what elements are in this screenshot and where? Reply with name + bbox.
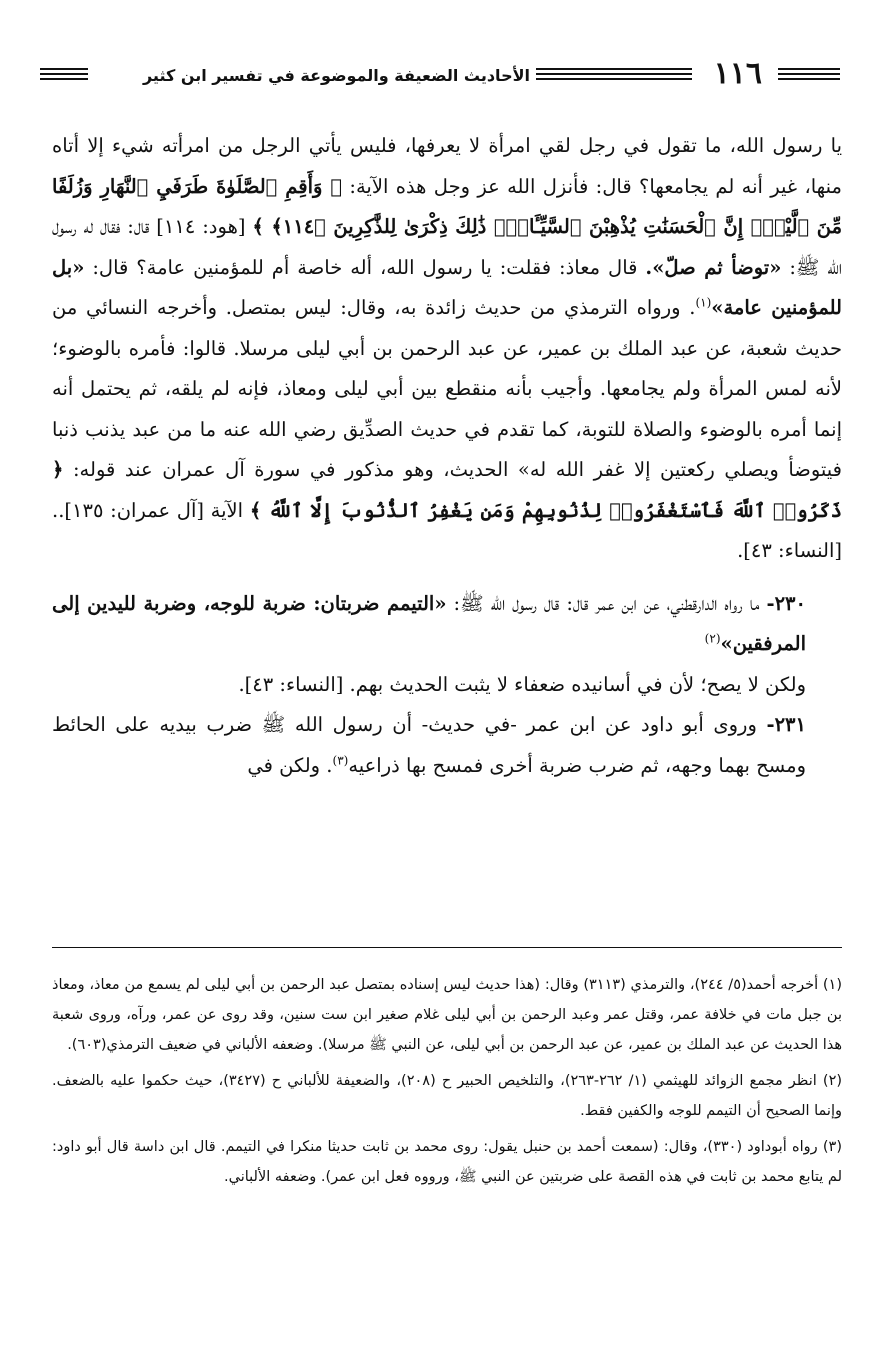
quran-verse: ﴿ وَأَقِمِ ٱلصَّلَوٰةَ طَرَفَيِ ٱلنَّهَارِ وَزُلَفًا مِّنَ ٱلَّيْلِۚ إِنَّ ٱلْحَسَنَٰتِ يُذْهِبْنَ ٱلسَّيِّـَٔاتِۚ ذَٰلِكَ ذِكْرَىٰ لِلذَّٰكِرِينَ ﴿١١٤﴾ ﴾ [52, 174, 843, 238]
hadith-entry-231: ٢٣١- وروى أبو داود عن ابن عمر -في حديث- أن رسول الله ﷺ ضرب بيديه على الحائط ومسح بهما وجهه، ثم ضرب ضربة أخرى فمسح بها ذراعيه$^{(٣)}$. ولكن في [52, 713, 806, 777]
paragraph: يا رسول الله، ما تقول في رجل لقي امرأة لا يعرفها، فليس يأتي الرجل من امرأته شيء إلا أتاه منها، غير أنه لم يجامعها؟ قال: فأنزل الله عز وجل هذه الآية: ﴿ وَأَقِمِ ٱلصَّلَوٰةَ طَرَفَيِ ٱلنَّهَارِ وَزُلَفًا مِّنَ ٱلَّيْلِۚ إِنَّ ٱلْحَسَنَٰتِ يُذْهِبْنَ ٱلسَّيِّـَٔاتِۚ ذَٰلِكَ ذِكْرَىٰ لِلذَّٰكِرِينَ ﴿١١٤﴾ ﴾ [هود: ١١٤] قال: فقال له رسول الله ﷺ: «توضأ ثم صلّ». قال معاذ: فقلت: يا رسول الله، أله خاصة أم للمؤمنين عامة؟ قال: «بل للمؤمنين عامة»$^{(١)}$. ورواه الترمذي من حديث زائدة به، وقال: ليس بمتصل. وأخرجه النسائي من حديث شعبة، عن عبد الملك بن عمير، عن عبد الرحمن بن أبي ليلى مرسلا. قالوا: فأمره بالوضوء؛ لأنه لمس المرأة ولم يجامعها. وأجيب بأنه منقطع بين أبي ليلى ومعاذ، فإنه لم يلقه، ثم يحتمل أنه إنما أمره بالوضوء والصلاة للتوبة، كما تقدم في حديث الصدِّيق رضي الله عنه ما من عبد يذنب ذنبا فيتوضأ ويصلي ركعتين إلا غفر الله له» الحديث، وهو مذكور في سورة آل عمران عند قوله: ﴿ ذَكَرُوا۟ ٱللَّهَ فَٱسْتَغْفَرُوا۟ لِذُنُوبِهِمْ وَمَن يَغْفِرُ ٱلذُّنُوبَ إِلَّا ٱللَّهُ ﴾ الآية [آل عمران: ١٣٥].. [النساء: ٤٣]. [52, 134, 843, 562]
hadith-entry-230: ٢٣٠- ما رواه الدارقطني، عن ابن عمر قال: قال رسول الله ﷺ: «التيمم ضربتان: ضربة للوجه، وضربة لليدين إلى المرفقين»$^{(٢)}$ [52, 591, 806, 655]
footnotes [52, 970, 842, 1198]
footnote [52, 1132, 842, 1192]
footnote-marker[interactable]: (٣) [332, 753, 349, 767]
hadith-quote: «توضأ ثم صلّ». [645, 255, 782, 279]
header-rule [778, 68, 840, 82]
footnote-marker[interactable]: (٢) [704, 631, 721, 646]
paragraph: ولكن لا يصح؛ لأن في أسانيده ضعفاء لا يثبت الحديث بهم. [النساء: ٤٣]. [238, 672, 806, 696]
hadith-quote: «بل للمؤمنين عامة» [52, 255, 842, 319]
footnote [52, 970, 842, 1060]
header-rule [40, 68, 88, 82]
hadith-quote: «التيمم ضربتان: ضربة للوجه، وضربة لليدين إلى المرفقين» [52, 591, 806, 655]
footnote-separator [52, 947, 842, 948]
page-header [40, 56, 840, 102]
footnote-text: أخرجه أحمد(٥/ ٢٤٤)، والترمذي (٣١١٣) وقال: (هذا حديث ليس إسناده بمتصل عبد الرحمن بن أبي ليلى لم يسمع من معاذ، ومعاذ بن جبل مات في خلافة عمر، وقتل عمر وعبد الرحمن بن أبي ليلى غلام صغير ابن ست سنين، وقد روى عن عمر، ورآه، وروى شعبة هذا الحديث عن عبد الملك بن عمير، عن عبد الرحمن بن أبي ليلى، عن النبي ﷺ مرسلا). وضعفه الألباني في ضعيف الترمذي(٦٠٣). [52, 977, 842, 1053]
verse-reference: الآية [آل عمران: ١٣٥].. [النساء: ٤٣]. [52, 498, 842, 562]
footnote-text: انظر مجمع الزوائد للهيثمي (١/ ٢٦٢-٢٦٣)، والتلخيص الحبير ح (٢٠٨)، والضعيفة للألباني ح (٣٤٢٧)، حيث حكموا عليه بالضعف. وإنما الصحيح أن التيمم للوجه والكفين فقط. [52, 1073, 842, 1119]
footnote-number: (٢) [822, 1073, 843, 1089]
footnote-number: (٣) [822, 1139, 842, 1155]
page-number: ١١٦ [713, 56, 762, 91]
footnote [52, 1066, 842, 1126]
running-title: الأحاديث الضعيفة والموضوعة في تفسير ابن كثير [142, 66, 530, 85]
footnote-marker[interactable]: (١) [695, 295, 712, 310]
footnote-number: (١) [822, 977, 843, 993]
main-text [52, 126, 842, 786]
verse-reference: [هود: ١١٤] [156, 215, 246, 238]
header-rule [536, 68, 692, 82]
hadith-number: ٢٣٠- [766, 591, 806, 615]
quran-verse: ﴿ ذَكَرُوا۟ ٱللَّهَ فَٱسْتَغْفَرُوا۟ لِذُنُوبِهِمْ وَمَن يَغْفِرُ ٱلذُّنُوبَ إِلَّا ٱللَّهُ ﴾ [52, 458, 843, 522]
footnote-text: رواه أبوداود (٣٣٠)، وقال: (سمعت أحمد بن حنبل يقول: روى محمد بن ثابت حديثا منكرا في التيمم. قال ابن داسة قال أبو داود: لم يتابع محمد بن ثابت في هذه القصة على ضربتين عن النبي ﷺ، ورووه فعل ابن عمر). وضعفه الألباني. [52, 1139, 842, 1185]
hadith-number: ٢٣١- [766, 713, 806, 736]
